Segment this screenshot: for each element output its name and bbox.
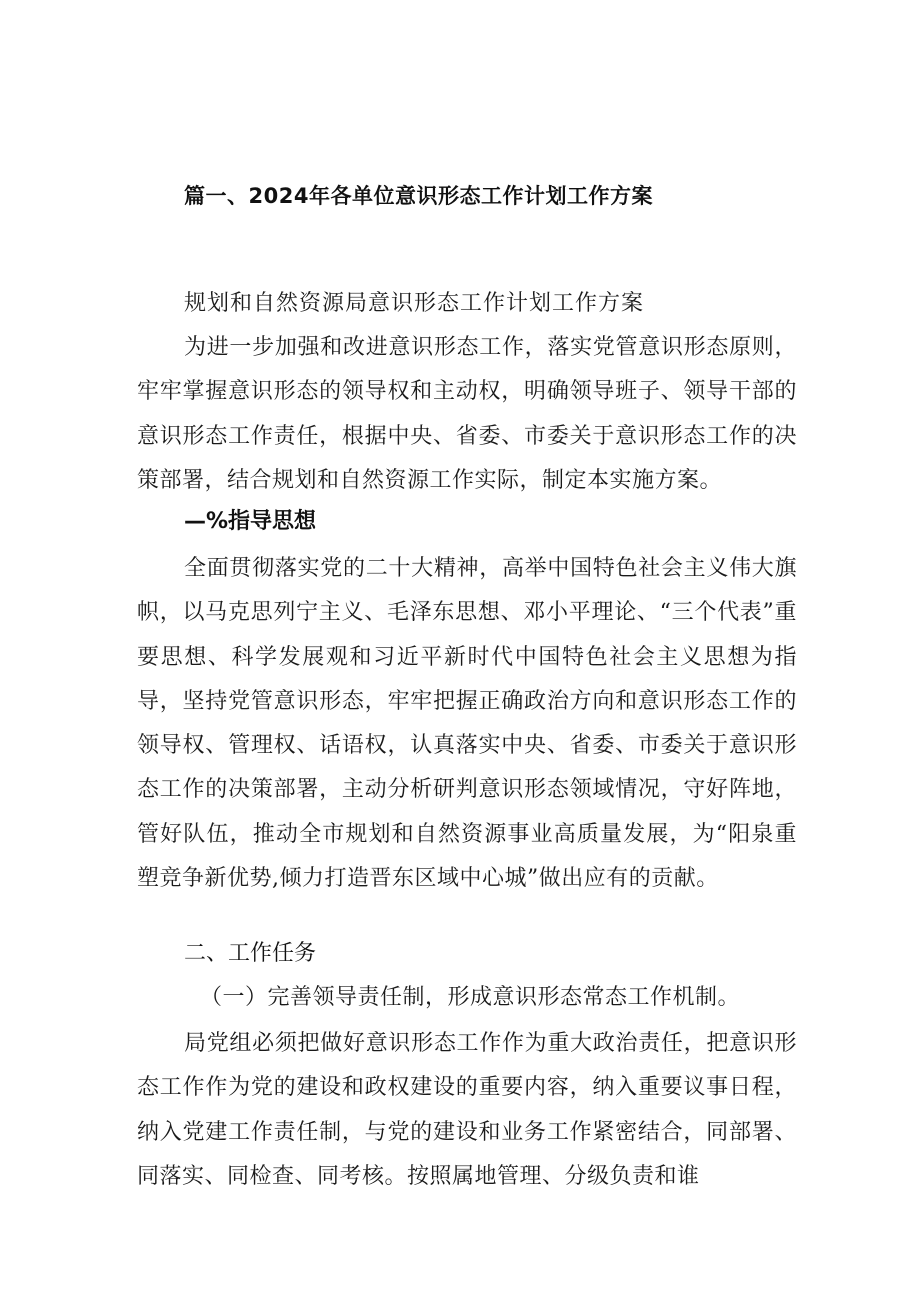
subsection-heading-responsibility: （一）完善领导责任制，形成意识形态常态工作机制。 — [200, 985, 741, 1010]
work-task-paragraph: 局党组必须把做好意识形态工作作为重大政治责任，把意识形态工作作为党的建设和政权建设的重要内容，纳入重要议事日程，纳入党建工作责任制，与党的建设和业务工作紧密结合，同部署、同落实、同检查、同考核。按照属地管理、分级负责和谁 — [137, 1031, 797, 1189]
section-heading-guiding-ideology: —%指导思想 — [184, 509, 317, 534]
intro-paragraph: 为进一步加强和改进意识形态工作，落实党管意识形态原则，牢牢掌握意识形态的领导权和主动权，明确领导班子、领导干部的意识形态工作责任，根据中央、省委、市委关于意识形态工作的决策部署，结合规划和自然资源工作实际，制定本实施方案。 — [137, 335, 797, 493]
guiding-ideology-paragraph: 全面贯彻落实党的二十大精神，高举中国特色社会主义伟大旗帜，以马克思列宁主义、毛泽东思想、邓小平理论、“三个代表”重要思想、科学发展观和习近平新时代中国特色社会主义思想为指导，坚持党管意识形态，牢牢把握正确政治方向和意识形态工作的领导权、管理权、话语权，认真落实中央、省委、市委关于意识形态工作的决策部署，主动分析研判意识形态领域情况，守好阵地，管好队伍，推动全市规划和自然资源事业高质量发展，为“阳泉重塑竞争新优势,倾力打造晋东区域中心城”做出应有的贡献。 — [137, 556, 797, 892]
document-subtitle: 规划和自然资源局意识形态工作计划工作方案 — [184, 291, 645, 316]
document-title: 篇一、2024年各单位意识形态工作计划工作方案 — [184, 184, 653, 208]
section-heading-work-tasks: 二、工作任务 — [184, 941, 317, 966]
